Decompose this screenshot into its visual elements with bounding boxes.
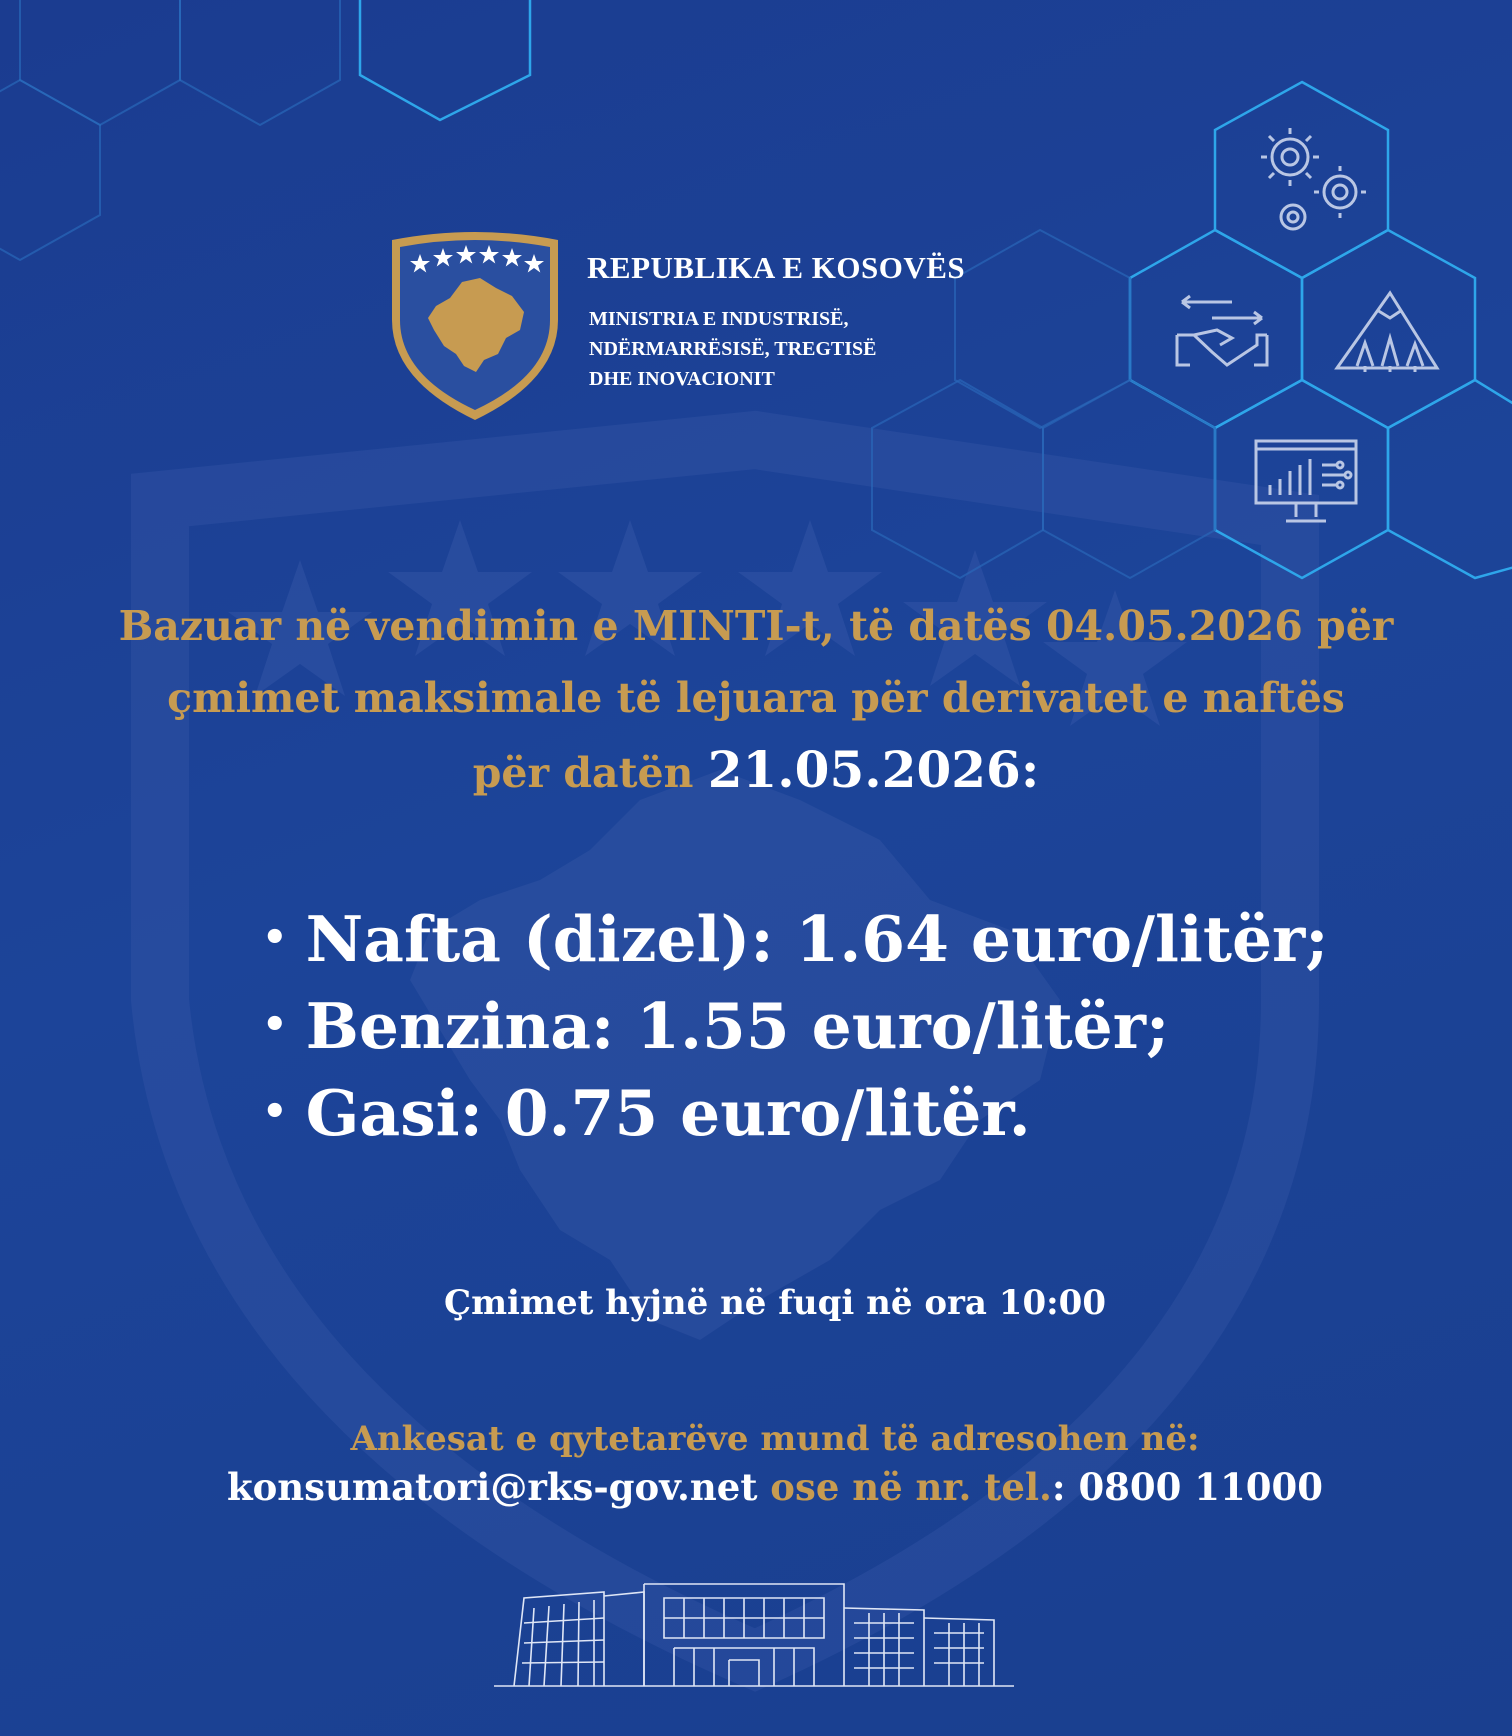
intro-date-prefix: për datën (472, 749, 708, 797)
gears-icon (1255, 122, 1375, 242)
contact-colon: : (1051, 1465, 1079, 1509)
price-item (262, 1069, 1362, 1156)
contact-email[interactable]: konsumatori@rks-gov.net (226, 1465, 758, 1509)
republic-title: REPUBLIKA E KOSOVËS (587, 250, 966, 285)
ministry-line: MINISTRIA E INDUSTRISË, (589, 308, 849, 330)
intro-text (56, 590, 1456, 809)
complaints-note: Ankesat e qytetarëve mund të adresohen në: (350, 1419, 1200, 1459)
price-text: Gasi: 0.75 euro/litër. (305, 1076, 1031, 1150)
mountains-trees-icon (1332, 288, 1442, 373)
intro-line: çmimet maksimale të lejuara për derivatet e naftës (167, 674, 1345, 722)
handshake-icon (1172, 290, 1272, 380)
price-list (262, 895, 1362, 1156)
ministry-line: NDËRMARRËSISË, TREGTISË (589, 338, 877, 360)
contact-phone[interactable]: 0800 11000 (1078, 1465, 1324, 1509)
intro-line: Bazuar në vendimin e MINTI-t, të datës 04.05.2026 për (118, 602, 1394, 650)
price-item (262, 982, 1362, 1069)
price-text: Nafta (dizel): 1.64 euro/litër; (305, 902, 1329, 976)
price-item (262, 895, 1362, 982)
effective-time-note: Çmimet hyjnë në fuqi në ora 10:00 (444, 1283, 1106, 1323)
contact-middle: ose në nr. tel. (757, 1465, 1052, 1509)
ministry-name (589, 304, 877, 394)
header (384, 230, 1084, 430)
monitor-chart-icon (1252, 435, 1362, 535)
kosovo-emblem (384, 230, 566, 424)
intro-date: 21.05.2026: (707, 740, 1040, 799)
bullet: • (262, 1001, 288, 1048)
intro-line (56, 734, 1456, 809)
ministry-building-illustration (494, 1578, 1014, 1688)
bullet: • (262, 1088, 288, 1135)
ministry-line: DHE INOVACIONIT (589, 368, 775, 390)
contact-line (0, 1465, 1512, 1509)
price-text: Benzina: 1.55 euro/litër; (305, 989, 1170, 1063)
bullet: • (262, 914, 288, 961)
